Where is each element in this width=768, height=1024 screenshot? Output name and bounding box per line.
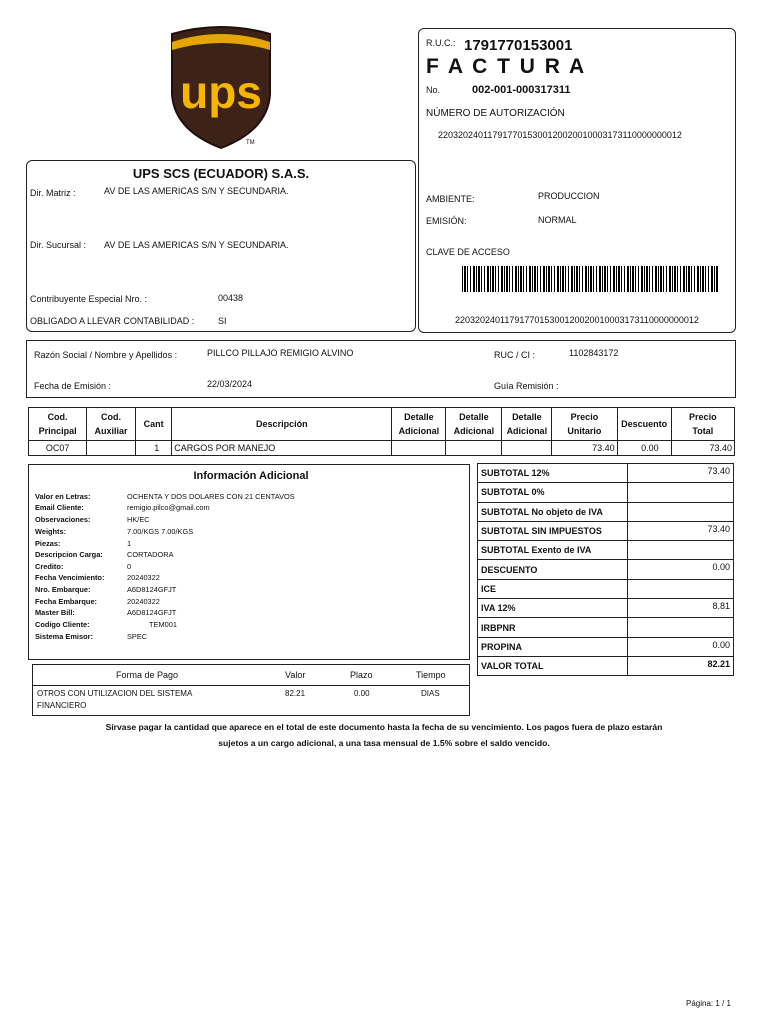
item-descuento: 0.00 bbox=[617, 441, 671, 456]
info-value: TEM001 bbox=[149, 620, 177, 629]
payment-plazo: 0.00 bbox=[354, 689, 370, 698]
guia-remision-label: Guía Remisión : bbox=[494, 381, 559, 391]
totals-row bbox=[478, 656, 734, 675]
totals-label: ICE bbox=[478, 579, 628, 598]
col-detalle-3: Detalle Adicional bbox=[502, 408, 552, 441]
info-label: Weights: bbox=[35, 527, 67, 536]
totals-row bbox=[478, 579, 734, 598]
payment-note-line-1: Sírvase pagar la cantidad que aparece en el total de este documento hasta la fecha de su vencimiento. Los pagos fuera de plazo estarán bbox=[105, 722, 663, 732]
items-header-row bbox=[29, 408, 735, 441]
col-precio-total: Precio Total bbox=[671, 408, 734, 441]
col-detalle-2: Detalle Adicional bbox=[446, 408, 502, 441]
razon-social-label: Razón Social / Nombre y Apellidos : bbox=[34, 350, 178, 360]
col-precio-unitario: Precio Unitario bbox=[552, 408, 617, 441]
info-value: HK/EC bbox=[127, 515, 150, 524]
totals-value bbox=[628, 618, 734, 637]
totals-row bbox=[478, 560, 734, 579]
totals-value: 82.21 bbox=[628, 656, 734, 675]
totals-row bbox=[478, 637, 734, 656]
info-label: Valor en Letras: bbox=[35, 492, 91, 501]
totals-label: IVA 12% bbox=[478, 599, 628, 618]
info-label: Email Cliente: bbox=[35, 503, 84, 512]
totals-table bbox=[477, 463, 734, 676]
invoice-number: 002-001-000317311 bbox=[472, 84, 571, 96]
fecha-emision-label: Fecha de Emisión : bbox=[34, 381, 112, 391]
info-label: Codigo Cliente: bbox=[35, 620, 90, 629]
info-label: Descripcion Carga: bbox=[35, 550, 103, 559]
access-key-barcode bbox=[462, 266, 718, 292]
document-type: F A C T U R A bbox=[426, 55, 587, 78]
emision-label: EMISIÓN: bbox=[426, 216, 467, 226]
info-label: Master Bill: bbox=[35, 608, 75, 617]
totals-label: VALOR TOTAL bbox=[478, 656, 628, 675]
totals-value bbox=[628, 502, 734, 521]
fecha-emision-value: 22/03/2024 bbox=[207, 379, 253, 389]
payment-header-forma: Forma de Pago bbox=[116, 670, 179, 680]
authorization-number: 2203202401179177015300120020010003173110000000012 bbox=[438, 130, 682, 140]
totals-value bbox=[628, 483, 734, 502]
totals-value bbox=[628, 541, 734, 560]
totals-row bbox=[478, 483, 734, 502]
info-value: remigio.pilco@gmail.com bbox=[127, 503, 210, 512]
totals-row bbox=[478, 618, 734, 637]
razon-social-value: PILLCO PILLAJO REMIGIO ALVINO bbox=[207, 348, 354, 358]
payment-method: OTROS CON UTILIZACION DEL SISTEMA FINANCIERO bbox=[37, 689, 192, 710]
totals-label: IRBPNR bbox=[478, 618, 628, 637]
info-value: 0 bbox=[127, 562, 132, 571]
item-descripcion: CARGOS POR MANEJO bbox=[172, 441, 392, 456]
payment-header-plazo: Plazo bbox=[350, 670, 373, 680]
item-detalle-1 bbox=[392, 441, 446, 456]
payment-note-line-2: sujetos a un cargo adicional, a una tasa mensual de 1.5% sobre el saldo vencido. bbox=[218, 738, 550, 748]
payment-valor: 82.21 bbox=[285, 689, 306, 698]
info-value: OCHENTA Y DOS DOLARES CON 21 CENTAVOS bbox=[127, 492, 295, 501]
totals-label: SUBTOTAL 12% bbox=[478, 464, 628, 483]
item-cod-auxiliar bbox=[87, 441, 136, 456]
info-label: Nro. Embarque: bbox=[35, 585, 91, 594]
matriz-value: AV DE LAS AMERICAS S/N Y SECUNDARIA. bbox=[104, 186, 289, 196]
totals-value: 0.00 bbox=[628, 637, 734, 656]
info-value: 20240322 bbox=[127, 597, 160, 606]
info-value: 20240322 bbox=[127, 573, 160, 582]
emision-value: NORMAL bbox=[538, 215, 577, 225]
client-ruc-label: RUC / CI : bbox=[494, 350, 536, 360]
info-label: Sistema Emisor: bbox=[35, 632, 93, 641]
client-ruc-value: 1102843172 bbox=[569, 348, 619, 358]
ups-logo bbox=[168, 24, 274, 152]
col-detalle-1: Detalle Adicional bbox=[392, 408, 446, 441]
totals-label: PROPINA bbox=[478, 637, 628, 656]
totals-row bbox=[478, 541, 734, 560]
totals-value: 73.40 bbox=[628, 464, 734, 483]
info-label: Credito: bbox=[35, 562, 64, 571]
totals-label: SUBTOTAL Exento de IVA bbox=[478, 541, 628, 560]
item-precio-unitario: 73.40 bbox=[552, 441, 617, 456]
page-number: Página: 1 / 1 bbox=[686, 999, 731, 1008]
item-cod-principal: OC07 bbox=[29, 441, 87, 456]
totals-row bbox=[478, 521, 734, 540]
ruc-label: R.U.C.: bbox=[426, 38, 456, 48]
info-value: 1 bbox=[127, 539, 132, 548]
sucursal-label: Dir. Sucursal : bbox=[30, 240, 87, 250]
info-label: Piezas: bbox=[35, 539, 61, 548]
client-box bbox=[26, 340, 736, 398]
totals-label: SUBTOTAL No objeto de IVA bbox=[478, 502, 628, 521]
totals-label: SUBTOTAL SIN IMPUESTOS bbox=[478, 521, 628, 540]
totals-label: DESCUENTO bbox=[478, 560, 628, 579]
clave-acceso-label: CLAVE DE ACCESO bbox=[426, 247, 510, 257]
logo-wordmark: ups bbox=[180, 66, 262, 118]
authorization-label: NÚMERO DE AUTORIZACIÓN bbox=[426, 108, 565, 119]
info-value: CORTADORA bbox=[127, 550, 174, 559]
info-value: SPEC bbox=[127, 632, 148, 641]
ruc-value: 1791770153001 bbox=[464, 37, 573, 54]
totals-value bbox=[628, 579, 734, 598]
info-value: A6D8124GFJT bbox=[127, 608, 177, 617]
info-label: Fecha Vencimiento: bbox=[35, 573, 105, 582]
totals-row bbox=[478, 464, 734, 483]
info-label: Observaciones: bbox=[35, 515, 91, 524]
items-table bbox=[28, 407, 735, 456]
table-row bbox=[29, 441, 735, 456]
totals-label: SUBTOTAL 0% bbox=[478, 483, 628, 502]
obligado-value: SI bbox=[218, 316, 227, 326]
payment-header-valor: Valor bbox=[285, 670, 306, 680]
access-key-number: 2203202401179177015300120020010003173110000000012 bbox=[455, 315, 699, 325]
item-cant: 1 bbox=[135, 441, 171, 456]
col-cant: Cant bbox=[135, 408, 171, 441]
especial-label: Contribuyente Especial Nro. : bbox=[30, 294, 148, 304]
ambiente-label: AMBIENTE: bbox=[426, 194, 475, 204]
trademark-mark: TM bbox=[246, 140, 255, 146]
item-detalle-3 bbox=[502, 441, 552, 456]
payment-divider bbox=[32, 685, 470, 686]
col-cod-auxiliar: Cod. Auxiliar bbox=[87, 408, 136, 441]
totals-value: 8.81 bbox=[628, 599, 734, 618]
totals-row bbox=[478, 599, 734, 618]
payment-tiempo: DIAS bbox=[421, 689, 440, 698]
totals-row bbox=[478, 502, 734, 521]
totals-value: 73.40 bbox=[628, 521, 734, 540]
col-descuento: Descuento bbox=[617, 408, 671, 441]
company-name: UPS SCS (ECUADOR) S.A.S. bbox=[132, 166, 310, 181]
totals-value: 0.00 bbox=[628, 560, 734, 579]
col-descripcion: Descripción bbox=[172, 408, 392, 441]
invoice-number-label: No. bbox=[426, 85, 441, 95]
info-adicional-title: Información Adicional bbox=[193, 470, 309, 482]
item-precio-total: 73.40 bbox=[671, 441, 734, 456]
ambiente-value: PRODUCCION bbox=[538, 191, 600, 201]
item-detalle-2 bbox=[446, 441, 502, 456]
especial-value: 00438 bbox=[218, 293, 244, 303]
info-label: Fecha Embarque: bbox=[35, 597, 98, 606]
col-cod-principal: Cod. Principal bbox=[29, 408, 87, 441]
info-value: A6D8124GFJT bbox=[127, 585, 177, 594]
sucursal-value: AV DE LAS AMERICAS S/N Y SECUNDARIA. bbox=[104, 240, 289, 250]
matriz-label: Dir. Matriz : bbox=[30, 188, 76, 198]
payment-header-tiempo: Tiempo bbox=[416, 670, 446, 680]
obligado-label: OBLIGADO A LLEVAR CONTABILIDAD : bbox=[30, 316, 195, 326]
info-value: 7.00/KGS 7.00/KGS bbox=[127, 527, 194, 536]
